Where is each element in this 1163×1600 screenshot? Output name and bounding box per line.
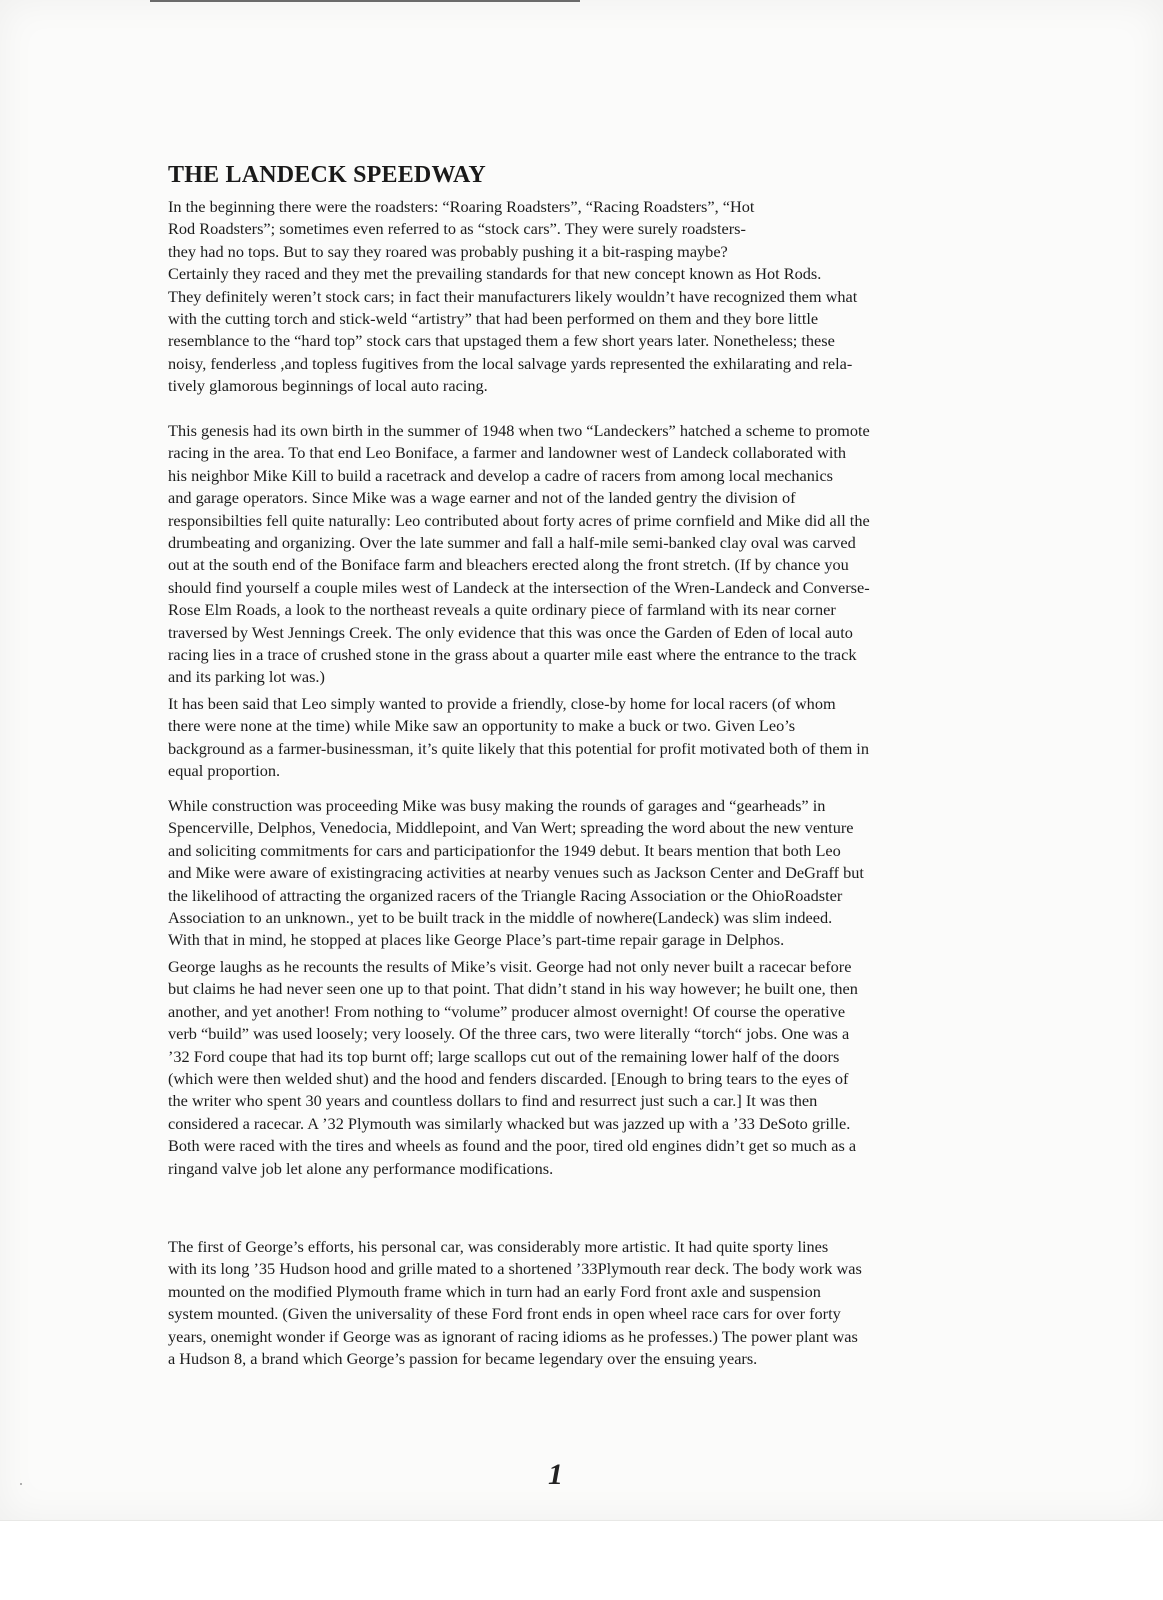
text-line: the writer who spent 30 years and countless dollars to find and resurrect just such a car.] It was then <box>168 1091 818 1111</box>
text-line: Both were raced with the tires and wheels as found and the poor, tired old engines didn’t get so much as a <box>168 1136 857 1156</box>
text-line: With that in mind, he stopped at places like George Place’s part-time repair garage in Delphos. <box>168 930 785 950</box>
text-line: a Hudson 8, a brand which George’s passion for became legendary over the ensuing years. <box>168 1349 758 1369</box>
text-line: George laughs as he recounts the results of Mike’s visit. George had not only never built a racecar before <box>168 957 852 976</box>
text-line: In the beginning there were the roadsters: “Roaring Roadsters”, “Racing Roadsters”, “Hot <box>168 197 755 216</box>
text-line: racing in the area. To that end Leo Boniface, a farmer and landowner west of Landeck collaborated with <box>168 443 847 463</box>
paragraph-roadsters <box>168 196 983 398</box>
text-line: but claims he had never seen one up to that point. That didn’t stand in his way however; he built one, then <box>168 979 858 999</box>
text-line: background as a farmer-businessman, it’s quite likely that this potential for profit motivated both of them in <box>168 738 869 758</box>
text-line: The first of George’s efforts, his personal car, was considerably more artistic. It had quite sporty lines <box>168 1237 829 1256</box>
scan-speck <box>20 1483 22 1485</box>
text-line: Certainly they raced and they met the prevailing standards for that new concept known as Hot Rods. <box>168 264 822 284</box>
text-line: responsibilties fell quite naturally: Leo contributed about forty acres of prime cornfield and Mike did all the <box>168 510 870 530</box>
text-line: ringand valve job let alone any performance modifications. <box>168 1158 554 1178</box>
text-line: They definitely weren’t stock cars; in fact their manufacturers likely wouldn’t have recognized them what <box>168 286 858 306</box>
text-line: tively glamorous beginnings of local auto racing. <box>168 376 488 396</box>
text-line: While construction was proceeding Mike was busy making the rounds of garages and “gearheads” in <box>168 796 826 815</box>
paragraph-first-car <box>168 1236 983 1370</box>
page-number: 1 <box>548 1458 563 1491</box>
text-line: Spencerville, Delphos, Venedocia, Middlepoint, and Van Wert; spreading the word about the new venture <box>168 818 854 838</box>
scanner-margin <box>0 1520 1163 1600</box>
text-line: and soliciting commitments for cars and participationfor the 1949 debut. It bears mention that both Leo <box>168 840 841 860</box>
text-line: It has been said that Leo simply wanted to provide a friendly, close-by home for local racers (of whom <box>168 694 836 713</box>
text-line: his neighbor Mike Kill to build a racetrack and develop a cadre of racers from among local mechanics <box>168 465 834 485</box>
text-line: mounted on the modified Plymouth frame which in turn had an early Ford front axle and suspension <box>168 1281 821 1301</box>
text-line: equal proportion. <box>168 761 281 781</box>
text-line: racing lies in a trace of crushed stone in the grass about a quarter mile east where the entrance to the track <box>168 645 857 665</box>
text-line: another, and yet another! From nothing to “volume” producer almost overnight! Of course the operative <box>168 1001 846 1021</box>
paragraph-motives <box>168 693 983 783</box>
document-title: THE LANDECK SPEEDWAY <box>168 162 486 188</box>
text-line: there were none at the time) while Mike saw an opportunity to make a buck or two. Given Leo’s <box>168 716 796 736</box>
text-line: with the cutting torch and stick-weld “artistry” that had been performed on them and they bore little <box>168 309 819 329</box>
text-line: the likelihood of attracting the organized racers of the Triangle Racing Association or the OhioRoadster <box>168 885 843 905</box>
text-line: considered a racecar. A ’32 Plymouth was similarly whacked but was jazzed up with a ’33 DeSoto grille. <box>168 1113 851 1133</box>
text-line: and Mike were aware of existingracing activities at nearby venues such as Jackson Center and DeGraff but <box>168 863 864 883</box>
text-line: they had no tops. But to say they roared was probably pushing it a bit-rasping maybe? <box>168 241 728 261</box>
paragraph-genesis <box>168 420 983 689</box>
text-line: (which were then welded shut) and the hood and fenders discarded. [Enough to bring tears to the eyes of <box>168 1069 849 1089</box>
text-line: This genesis had its own birth in the summer of 1948 when two “Landeckers” hatched a scheme to promote <box>168 421 870 440</box>
text-line: should find yourself a couple miles west of Landeck at the intersection of the Wren-Landeck and Converse- <box>168 577 870 597</box>
text-line: traversed by West Jennings Creek. The only evidence that this was once the Garden of Eden of local auto <box>168 622 853 642</box>
text-line: ’32 Ford coupe that had its top burnt off; large scallops cut out of the remaining lower half of the doors <box>168 1046 840 1066</box>
text-line: Rose Elm Roads, a look to the northeast reveals a quite ordinary piece of farmland with its near corner <box>168 600 836 620</box>
text-line: drumbeating and organizing. Over the late summer and fall a half-mile semi-banked clay oval was carved <box>168 533 856 553</box>
text-line: years, onemight wonder if George was as ignorant of racing idioms as he professes.) The power plant was <box>168 1326 858 1346</box>
text-line: Rod Roadsters”; sometimes even referred to as “stock cars”. They were surely roadsters- <box>168 219 746 239</box>
text-line: with its long ’35 Hudson hood and grille mated to a shortened ’33Plymouth rear deck. The body work was <box>168 1259 862 1279</box>
text-line: and its parking lot was.) <box>168 667 325 687</box>
paragraph-construction <box>168 795 983 952</box>
text-line: noisy, fenderless ,and topless fugitives from the local salvage yards represented the exhilarating and rela- <box>168 353 853 373</box>
paragraph-george-cars <box>168 956 983 1180</box>
text-line: resemblance to the “hard top” stock cars that upstaged them a few short years later. Nonetheless; these <box>168 331 835 351</box>
text-line: and garage operators. Since Mike was a wage earner and not of the landed gentry the division of <box>168 488 796 508</box>
text-line: verb “build” was used loosely; very loosely. Of the three cars, two were literally “torch“ jobs. One was a <box>168 1024 850 1044</box>
text-line: system mounted. (Given the universality of these Ford front ends in open wheel race cars for over forty <box>168 1304 841 1324</box>
text-line: out at the south end of the Boniface farm and bleachers erected along the front stretch. (If by chance you <box>168 555 849 575</box>
text-line: Association to an unknown., yet to be built track in the middle of nowhere(Landeck) was slim indeed. <box>168 908 833 928</box>
page-top-edge <box>150 0 580 2</box>
